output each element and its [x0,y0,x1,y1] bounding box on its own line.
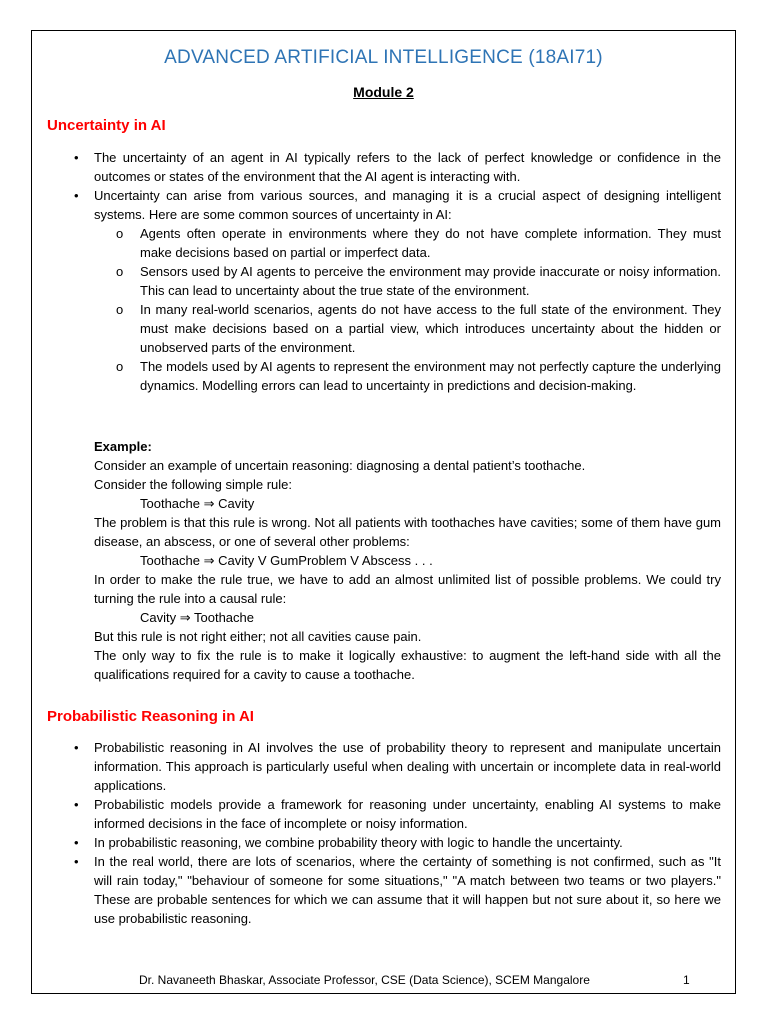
section-heading-probabilistic: Probabilistic Reasoning in AI [47,708,254,725]
bullet-icon: • [74,740,79,755]
rule-line: Toothache ⇒ Cavity V GumProblem V Abscess . . . [140,553,433,568]
sub-bullet-text: The models used by AI agents to represent the environment may not perfectly capture the underlying dynamics. Modelling errors can lead to uncertainty in predictions and decision-making. [140,359,721,393]
bullet-text: Probabilistic reasoning in AI involves the use of probability theory to represent and manipulate uncertain information. This approach is particularly useful when dealing with uncertain or incomplete data in real-world applications. [94,740,721,793]
bullet-icon: • [74,835,79,850]
example-paragraph: Consider an example of uncertain reasoning: diagnosing a dental patient’s toothache. [94,458,586,473]
list-item [32,738,735,795]
uncertainty-bullet-list [32,148,735,395]
rule-line: Cavity ⇒ Toothache [140,610,254,625]
example-paragraph: The problem is that this rule is wrong. Not all patients with toothaches have cavities; some of them have gum disease, an abscess, or one of several other problems: [94,515,721,549]
sub-bullet-list [94,224,721,395]
list-item [32,852,735,928]
bullet-text: In probabilistic reasoning, we combine probability theory with logic to handle the uncertainty. [94,835,623,850]
hollow-bullet-icon: o [116,302,124,317]
example-label: Example: [94,439,152,454]
hollow-bullet-icon: o [116,264,124,279]
example-block [94,437,721,684]
probabilistic-bullet-list [32,738,735,928]
footer-author: Dr. Navaneeth Bhaskar, Associate Professor, CSE (Data Science), SCEM Mangalore [139,973,590,987]
list-item [32,186,735,395]
list-item [32,833,735,852]
bullet-icon: • [74,854,79,869]
list-item [94,357,721,395]
list-item [94,300,721,357]
hollow-bullet-icon: o [116,359,124,374]
list-item [32,148,735,186]
bullet-text: In the real world, there are lots of scenarios, where the certainty of something is not confirmed, such as "It will rain today," "behaviour of someone for some situations," "A match between two teams or two players." These are probable sentences for which we can assume that it will happen but not sure about it, so here we use probabilistic reasoning. [94,854,721,926]
bullet-icon: • [74,797,79,812]
sub-bullet-text: In many real-world scenarios, agents do not have access to the full state of the environment. They must make decisions based on a partial view, which introduces uncertainty about the hidden or unobserved parts of the environment. [140,302,721,355]
example-paragraph: The only way to fix the rule is to make it logically exhaustive: to augment the left-hand side with all the qualifications required for a cavity to cause a toothache. [94,648,721,682]
sub-bullet-text: Sensors used by AI agents to perceive the environment may provide inaccurate or noisy information. This can lead to uncertainty about the true state of the environment. [140,264,721,298]
list-item [94,262,721,300]
document-title: ADVANCED ARTIFICIAL INTELLIGENCE (18AI71) [164,47,603,68]
bullet-icon: • [74,150,79,165]
section-heading-uncertainty: Uncertainty in AI [47,117,166,134]
document-page [31,30,736,994]
bullet-icon: • [74,188,79,203]
bullet-text: Probabilistic models provide a framework for reasoning under uncertainty, enabling AI systems to make informed decisions in the face of incomplete or noisy information. [94,797,721,831]
hollow-bullet-icon: o [116,226,124,241]
example-paragraph: Consider the following simple rule: [94,477,292,492]
page-number: 1 [683,973,690,987]
example-paragraph: In order to make the rule true, we have to add an almost unlimited list of possible problems. We could try turning the rule into a causal rule: [94,572,721,606]
list-item [32,795,735,833]
module-label: Module 2 [353,84,414,100]
list-item [94,224,721,262]
sub-bullet-text: Agents often operate in environments where they do not have complete information. They must make decisions based on partial or imperfect data. [140,226,721,260]
example-paragraph: But this rule is not right either; not all cavities cause pain. [94,629,422,644]
bullet-text: Uncertainty can arise from various sources, and managing it is a crucial aspect of designing intelligent systems. Here are some common sources of uncertainty in AI: [94,188,721,222]
bullet-text: The uncertainty of an agent in AI typically refers to the lack of perfect knowledge or confidence in the outcomes or states of the environment that the AI agent is interacting with. [94,150,721,184]
rule-line: Toothache ⇒ Cavity [140,496,255,511]
